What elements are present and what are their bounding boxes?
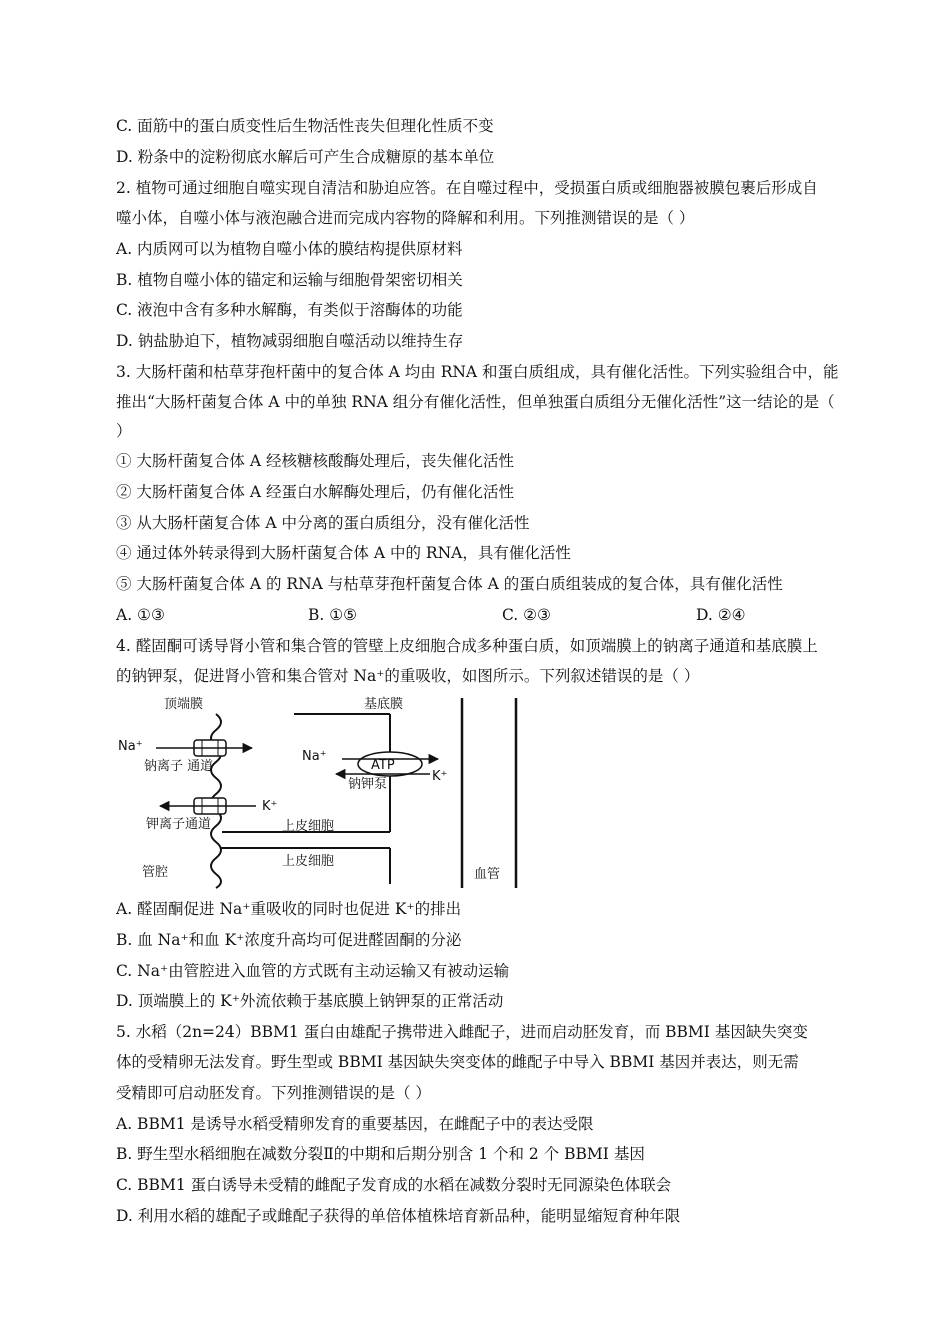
option-c[interactable]: C. ②③ xyxy=(502,606,551,624)
pump-k-label: K⁺ xyxy=(432,769,448,784)
question-stem: 推出“大肠杆菌复合体 A 中的单独 RNA 组分有催化活性，但单独蛋白质组分无催化活性”这一结论的是（ xyxy=(116,393,835,411)
question-stem: 2. 植物可通过细胞自噬实现自清洁和胁迫应答。在自噬过程中，受损蛋白质或细胞器被膜包裹后形成自 xyxy=(116,179,818,197)
option-a[interactable]: A. 醛固酮促进 Na⁺重吸收的同时也促进 K⁺的排出 xyxy=(116,900,462,918)
option-line: B. 植物自噬小体的锚定和运输与细胞骨架密切相关 xyxy=(116,271,463,289)
option-d[interactable]: D. 利用水稻的雄配子或雌配子获得的单倍体植株培育新品种，能明显缩短育种年限 xyxy=(116,1207,681,1225)
kidney-epithelium-diagram xyxy=(116,692,536,890)
question-stem: 3. 大肠杆菌和枯草芽孢杆菌中的复合体 A 均由 RNA 和蛋白质组成，具有催化活性。下列实验组合中，能 xyxy=(116,363,839,381)
blood-vessel-label: 血管 xyxy=(474,867,501,882)
statement-line: ⑤ 大肠杆菌复合体 A 的 RNA 与枯草芽孢杆菌复合体 A 的蛋白质组装成的复合体，具有催化活性 xyxy=(116,575,783,593)
question-stem: 体的受精卵无法发育。野生型或 BBMI 基因缺失突变体的雌配子中导入 BBMI 基因并表达，则无需 xyxy=(116,1053,799,1071)
question-stem: ） xyxy=(116,422,132,440)
option-a[interactable]: A. ①③ xyxy=(116,606,165,624)
k-label: K⁺ xyxy=(262,799,278,814)
lumen-label: 管腔 xyxy=(142,865,169,880)
apical-membrane-label: 顶端膜 xyxy=(164,697,204,712)
basal-membrane-label: 基底膜 xyxy=(364,697,404,712)
option-c[interactable]: C. BBM1 蛋白诱导未受精的雌配子发育成的水稻在减数分裂时无同源染色体联会 xyxy=(116,1176,672,1194)
option-b[interactable]: B. 血 Na⁺和血 K⁺浓度升高均可促进醛固酮的分泌 xyxy=(116,931,462,949)
statement-line: ④ 通过体外转录得到大肠杆菌复合体 A 中的 RNA，具有催化活性 xyxy=(116,544,571,562)
question-stem: 噬小体，自噬小体与液泡融合进而完成内容物的降解和利用。下列推测错误的是（ ） xyxy=(116,209,695,227)
option-line: C. 面筋中的蛋白质变性后生物活性丧失但理化性质不变 xyxy=(116,117,494,135)
epithelial-cell-label: 上皮细胞 xyxy=(282,854,335,869)
option-d[interactable]: D. 顶端膜上的 K⁺外流依赖于基底膜上钠钾泵的正常活动 xyxy=(116,992,504,1010)
na-k-pump-label: 钠钾泵 xyxy=(348,777,388,792)
statement-line: ③ 从大肠杆菌复合体 A 中分离的蛋白质组分，没有催化活性 xyxy=(116,514,530,532)
potassium-channel-label: 钾离子通道 xyxy=(146,817,212,832)
option-line: D. 钠盐胁迫下，植物减弱细胞自噬活动以维持生存 xyxy=(116,332,464,350)
question-stem: 的钠钾泵，促进肾小管和集合管对 Na⁺的重吸收，如图所示。下列叙述错误的是（ ） xyxy=(116,667,700,685)
pump-na-label: Na⁺ xyxy=(302,749,327,764)
option-a[interactable]: A. BBM1 是诱导水稻受精卵发育的重要基因，在雌配子中的表达受限 xyxy=(116,1115,594,1133)
question-stem: 受精即可启动胚发育。下列推测错误的是（ ） xyxy=(116,1084,431,1102)
option-line: C. 液泡中含有多种水解酶，有类似于溶酶体的功能 xyxy=(116,301,463,319)
statement-line: ① 大肠杆菌复合体 A 经核糖核酸酶处理后，丧失催化活性 xyxy=(116,452,514,470)
option-b[interactable]: B. 野生型水稻细胞在减数分裂Ⅱ的中期和后期分别含 1 个和 2 个 BBMI 基因 xyxy=(116,1145,645,1163)
atp-label: ATP xyxy=(371,758,395,773)
na-label: Na⁺ xyxy=(118,739,143,754)
option-d[interactable]: D. ②④ xyxy=(696,606,746,624)
option-line: D. 粉条中的淀粉彻底水解后可产生合成糖原的基本单位 xyxy=(116,148,495,166)
question-stem: 5. 水稻（2n=24）BBM1 蛋白由雄配子携带进入雌配子，进而启动胚发育，而 BBMI 基因缺失突变 xyxy=(116,1023,808,1041)
option-c[interactable]: C. Na⁺由管腔进入血管的方式既有主动运输又有被动运输 xyxy=(116,962,510,980)
option-line: A. 内质网可以为植物自噬小体的膜结构提供原材料 xyxy=(116,240,463,258)
epithelial-cell-label: 上皮细胞 xyxy=(282,819,335,834)
statement-line: ② 大肠杆菌复合体 A 经蛋白水解酶处理后，仍有催化活性 xyxy=(116,483,514,501)
question-stem: 4. 醛固酮可诱导肾小管和集合管的管壁上皮细胞合成多种蛋白质，如顶端膜上的钠离子通道和基底膜上 xyxy=(116,637,818,655)
option-b[interactable]: B. ①⑤ xyxy=(308,606,358,624)
sodium-channel-label: 钠离子 通道 xyxy=(144,759,214,774)
